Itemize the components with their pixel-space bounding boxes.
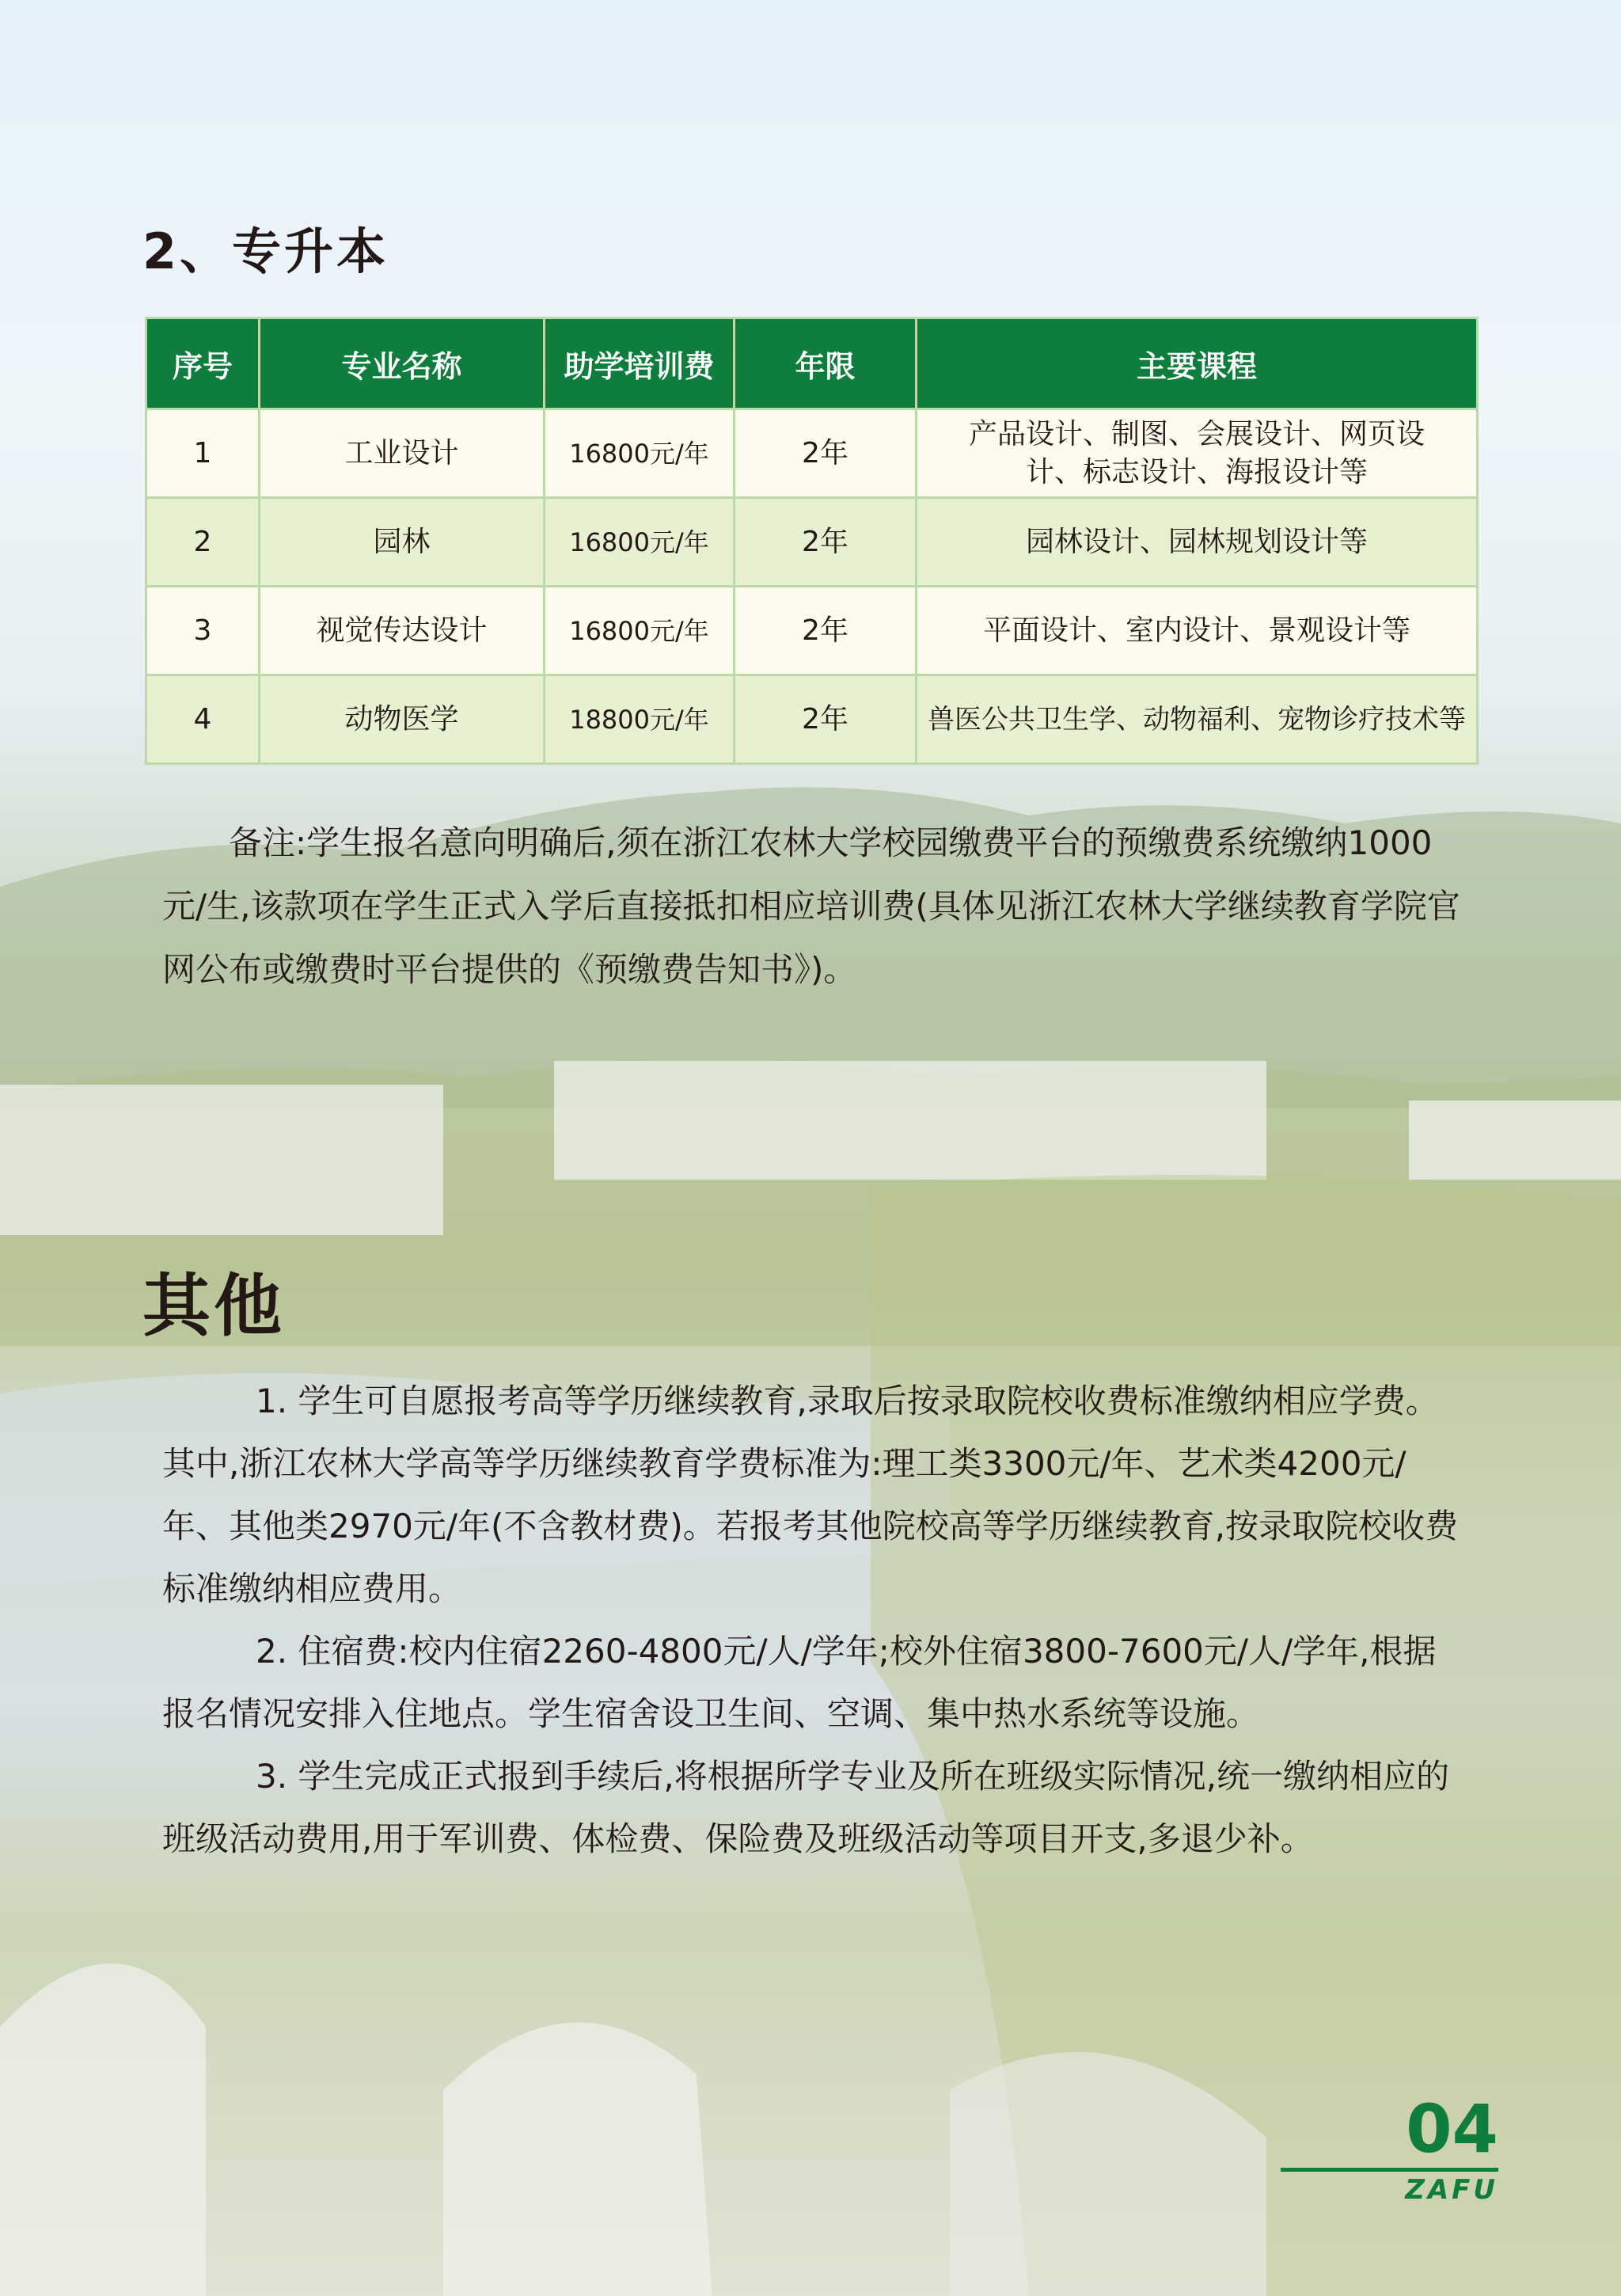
cell-major: 园林 — [260, 498, 545, 587]
header-courses: 主要课程 — [917, 318, 1478, 409]
cell-courses: 兽医公共卫生学、动物福利、宠物诊疗技术等 — [917, 675, 1478, 764]
page-number: 04 — [1406, 2090, 1498, 2168]
header-fee: 助学培训费 — [545, 318, 735, 409]
table-row — [146, 587, 1478, 675]
cell-years: 2年 — [735, 587, 917, 675]
cell-courses: 产品设计、制图、会展设计、网页设计、标志设计、海报设计等 — [917, 409, 1478, 498]
cell-major: 视觉传达设计 — [260, 587, 545, 675]
other-paragraph-tuition: 1. 学生可自愿报考高等学历继续教育,录取后按录取院校收费标准缴纳相应学费。其中,浙江农林大学高等学历继续教育学费标准为:理工类3300元/年、艺术类4200元/年、其他类2970元/年(不含教材费)。若报考其他院校高等学历继续教育,按录取院校收费标准缴纳相应费用。 — [162, 1382, 1459, 1608]
section-title: 2、专升本 — [142, 222, 389, 280]
fees-table — [145, 317, 1479, 765]
other-paragraph-accommodation: 2. 住宿费:校内住宿2260-4800元/人/学年;校外住宿3800-7600元/人/学年,根据报名情况安排入住地点。学生宿舍设卫生间、空调、集中热水系统等设施。 — [162, 1632, 1437, 1733]
cell-no: 4 — [146, 675, 260, 764]
header-years: 年限 — [735, 318, 917, 409]
brand-logo-text: ZAFU — [1405, 2174, 1498, 2206]
other-paragraphs — [162, 1370, 1460, 1870]
cell-no: 1 — [146, 409, 260, 498]
cell-major: 动物医学 — [260, 675, 545, 764]
cell-fee: 16800元/年 — [545, 409, 735, 498]
cell-major: 工业设计 — [260, 409, 545, 498]
cell-no: 3 — [146, 587, 260, 675]
other-section-title: 其他 — [142, 1267, 285, 1346]
cell-courses: 园林设计、园林规划设计等 — [917, 498, 1478, 587]
cell-fee: 16800元/年 — [545, 587, 735, 675]
cell-courses: 平面设计、室内设计、景观设计等 — [917, 587, 1478, 675]
table-row — [146, 409, 1478, 498]
cell-no: 2 — [146, 498, 260, 587]
fee-note: 备注:学生报名意向明确后,须在浙江农林大学校园缴费平台的预缴费系统缴纳1000元/生,该款项在学生正式入学后直接抵扣相应培训费(具体见浙江农林大学继续教育学院官网公布或缴费时平台提供的《预缴费告知书》)。 — [162, 823, 1460, 989]
cell-fee: 18800元/年 — [545, 675, 735, 764]
cell-years: 2年 — [735, 675, 917, 764]
cell-fee: 16800元/年 — [545, 498, 735, 587]
header-major: 专业名称 — [260, 318, 545, 409]
table-row — [146, 675, 1478, 764]
cell-years: 2年 — [735, 409, 917, 498]
table-row — [146, 498, 1478, 587]
page-number-rule — [1281, 2168, 1498, 2172]
header-no: 序号 — [146, 318, 260, 409]
cell-years: 2年 — [735, 498, 917, 587]
other-paragraph-activity-fees: 3. 学生完成正式报到手续后,将根据所学专业及所在班级实际情况,统一缴纳相应的班级活动费用,用于军训费、体检费、保险费及班级活动等项目开支,多退少补。 — [162, 1757, 1450, 1858]
table-header-row — [146, 318, 1478, 409]
